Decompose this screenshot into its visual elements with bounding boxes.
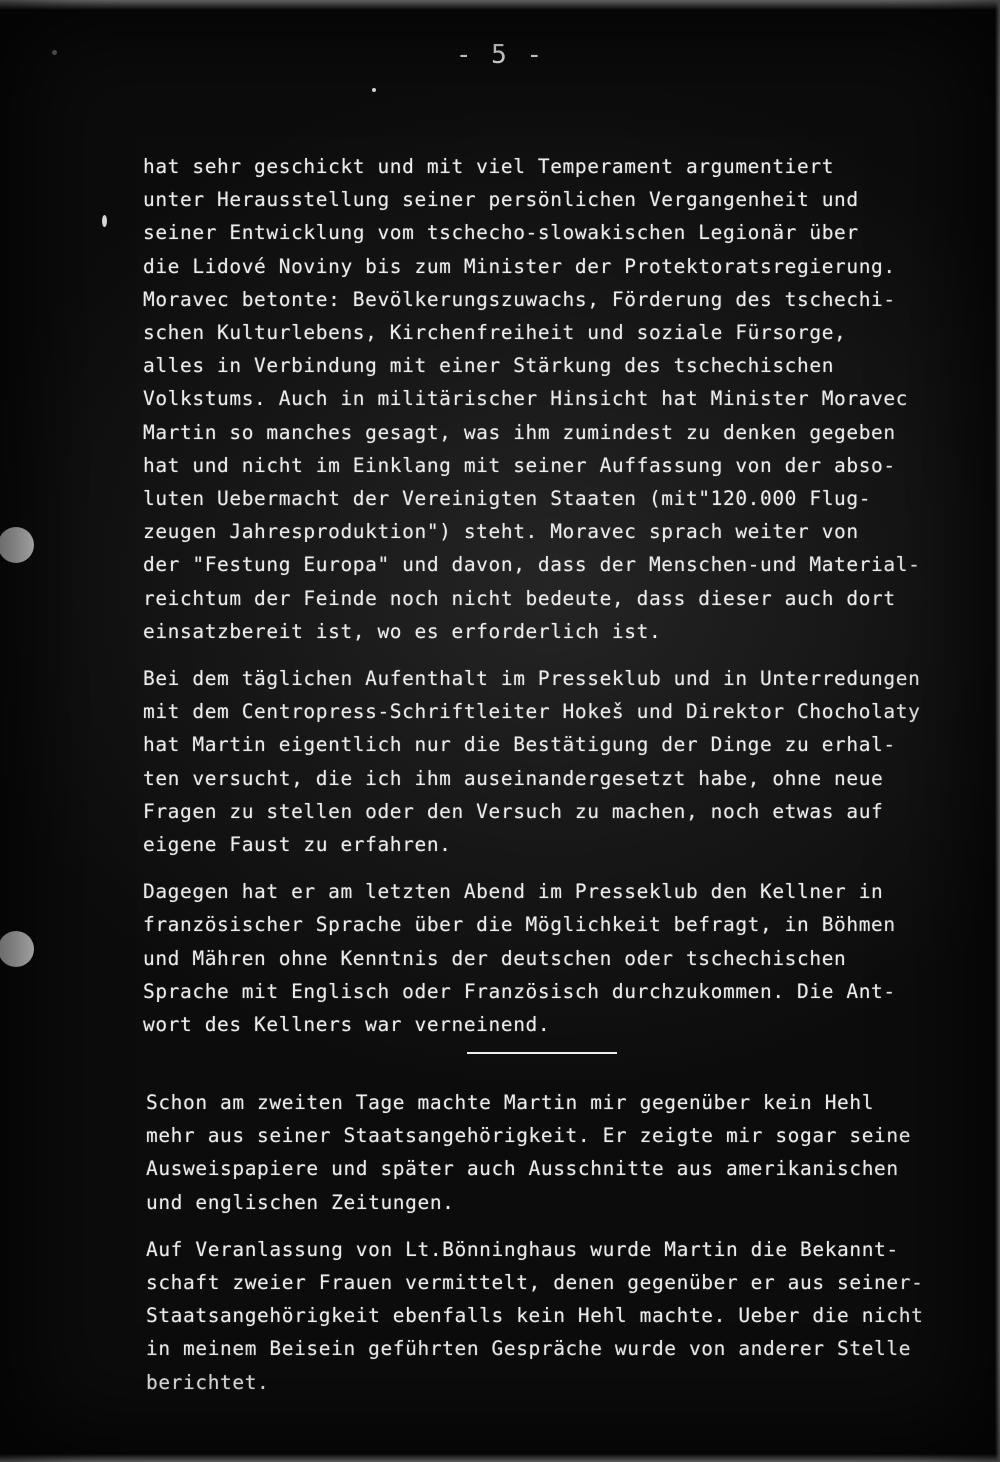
punch-hole-icon [0,931,34,967]
text-line: Bei dem täglichen Aufenthalt im Presseklub und in Unterredungen [143,667,921,691]
body-text-upper [143,150,973,1055]
page-number: - 5 - [455,40,545,70]
text-line: Fragen zu stellen oder den Versuch zu machen, noch etwas auf [143,799,884,823]
paragraph [146,1233,976,1399]
text-line: Sprache mit Englisch oder Französisch durchzukommen. Die Ant- [143,979,896,1003]
text-line: Auf Veranlassung von Lt.Bönninghaus wurde Martin die Bekannt- [146,1237,899,1261]
paper-edge-top [0,0,1000,10]
text-line: wort des Kellners war verneinend. [143,1013,551,1037]
body-text-lower [146,1086,976,1413]
section-divider [467,1052,617,1054]
text-line: und Mähren ohne Kenntnis der deutschen oder tschechischen [143,946,847,970]
text-line: Dagegen hat er am letzten Abend im Presseklub den Kellner in [143,880,884,904]
text-line: luten Uebermacht der Vereinigten Staaten (mit"120.000 Flug- [143,487,872,511]
text-line: Staatsangehörigkeit ebenfalls kein Hehl machte. Ueber die nicht [146,1304,924,1328]
text-line: reichtum der Feinde noch nicht bedeute, dass dieser auch dort [143,586,896,610]
text-line: Martin so manches gesagt, was ihm zumindest zu denken gegeben [143,420,896,444]
paragraph [143,150,973,648]
text-line: ten versucht, die ich ihm auseinandergesetzt habe, ohne neue [143,766,884,790]
text-line: berichtet. [146,1370,270,1394]
text-line: französischer Sprache über die Möglichkeit befragt, in Böhmen [143,913,896,937]
text-line: einsatzbereit ist, wo es erforderlich ist. [143,619,662,643]
text-line: und englischen Zeitungen. [146,1190,455,1214]
dust-speck [102,215,107,227]
text-line: unter Herausstellung seiner persönlichen Vergangenheit und [143,188,859,212]
text-line: Moravec betonte: Bevölkerungszuwachs, Förderung des tschechi- [143,287,896,311]
punch-hole-icon [0,527,34,563]
text-line: eigene Faust zu erfahren. [143,833,452,857]
text-line: zeugen Jahresproduktion") steht. Moravec sprach weiter von [143,520,859,544]
text-line: hat sehr geschickt und mit viel Temperament argumentiert [143,155,835,178]
text-line: seiner Entwicklung vom tschecho-slowakischen Legionär über [143,221,859,245]
text-line: hat und nicht im Einklang mit seiner Auffassung von der abso- [143,453,896,477]
text-line: mehr aus seiner Staatsangehörigkeit. Er zeigte mir sogar seine [146,1124,912,1148]
paragraph [146,1086,976,1219]
text-line: mit dem Centropress-Schriftleiter Hokeš und Direktor Chocholaty [143,700,921,724]
text-line: schen Kulturlebens, Kirchenfreiheit und soziale Fürsorge, [143,321,847,345]
text-line: der "Festung Europa" und davon, dass der Menschen-und Material- [143,553,921,577]
paragraph [143,662,973,861]
paragraph [143,875,973,1041]
text-line: alles in Verbindung mit einer Stärkung des tschechischen [143,354,835,378]
text-line: die Lidové Noviny bis zum Minister der Protektoratsregierung. [143,254,896,278]
dust-speck [372,88,376,92]
text-line: hat Martin eigentlich nur die Bestätigung der Dinge zu erhal- [143,733,896,757]
text-line: in meinem Beisein geführten Gespräche wurde von anderer Stelle [146,1337,912,1361]
text-line: Volkstums. Auch in militärischer Hinsicht hat Minister Moravec [143,387,909,411]
paper-edge-bottom [0,1454,1000,1462]
text-line: Schon am zweiten Tage machte Martin mir gegenüber kein Hehl [146,1091,875,1114]
text-line: schaft zweier Frauen vermittelt, denen gegenüber er aus seiner- [146,1271,924,1295]
text-line: Ausweispapiere und später auch Ausschnitte aus amerikanischen [146,1157,899,1181]
paper-edge-right [995,0,1000,1462]
